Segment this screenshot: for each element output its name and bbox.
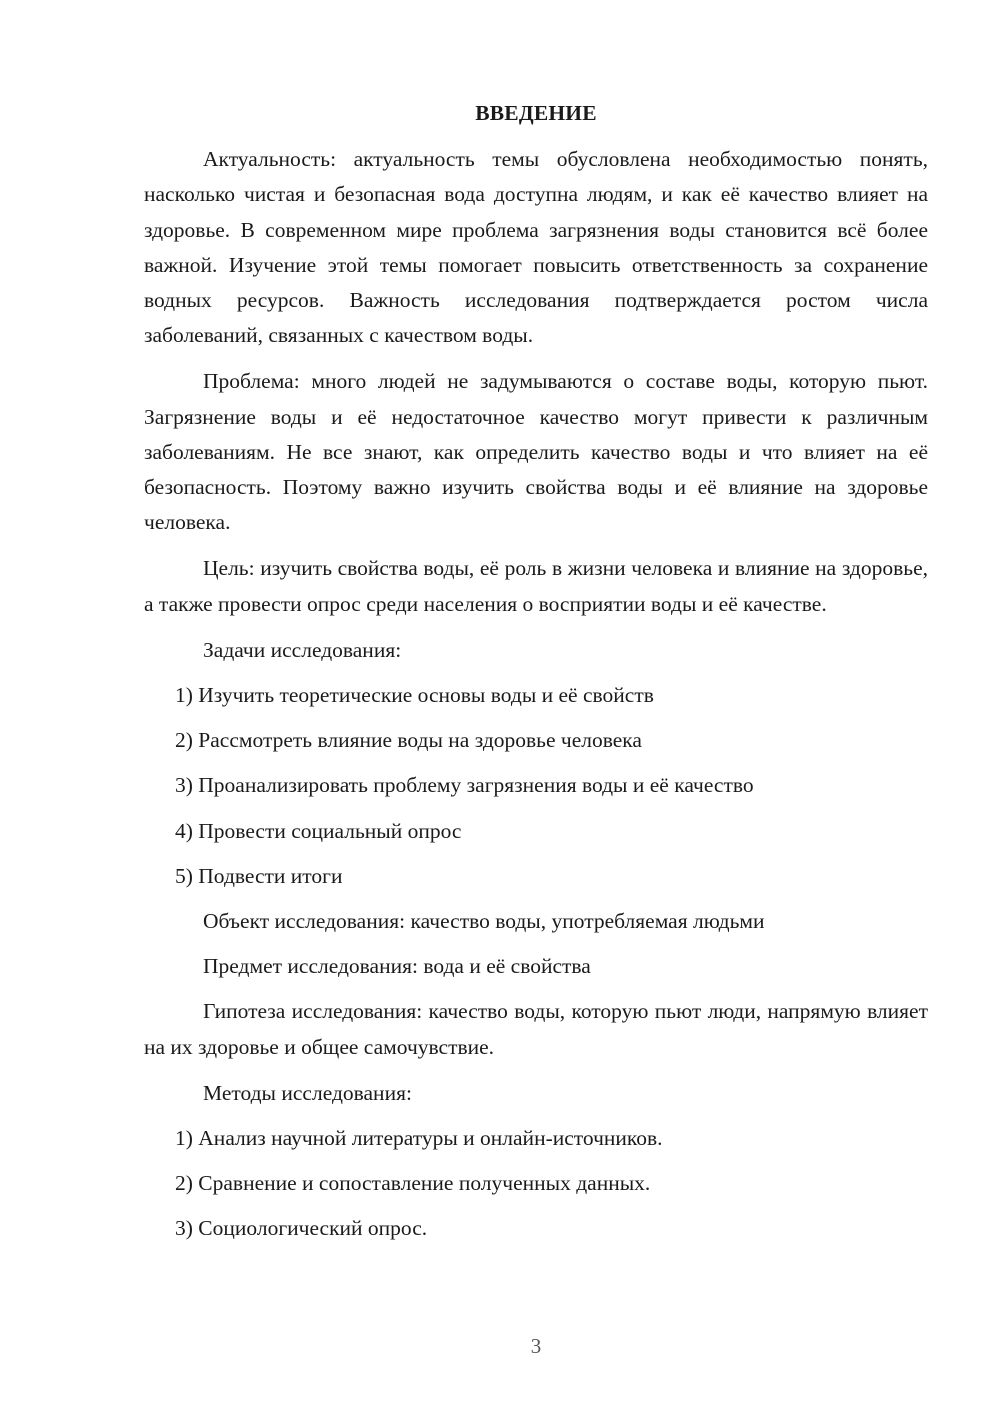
problem-paragraph: Проблема: много людей не задумываются о составе воды, которую пьют. Загрязнение воды и её недостаточное качество могут привести к различным заболеваниям. Не все знают, как определить качество воды и что влияет на её безопасность. Поэтому важно изучить свойства воды и её влияние на здоровье человека. — [144, 369, 928, 535]
subject-line: Предмет исследования: вода и её свойства — [203, 954, 591, 979]
tasks-list — [144, 678, 928, 894]
document-page — [144, 96, 928, 1257]
hypothesis-paragraph: Гипотеза исследования: качество воды, которую пьют люди, напрямую влияет на их здоровье и общее самочувствие. — [144, 999, 928, 1059]
relevance-paragraph: Актуальность: актуальность темы обусловлена необходимостью понять, насколько чистая и безопасная вода доступна людям, и как её качество влияет на здоровье. В современном мире проблема загрязнения воды становится всё более важной. Изучение этой темы помогает повысить ответственность за сохранение водных ресурсов. Важность исследования подтверждается ростом числа заболеваний, связанных с качеством воды. — [144, 147, 928, 348]
section-title: ВВЕДЕНИЕ — [475, 101, 597, 125]
task-item: 2) Рассмотреть влияние воды на здоровье человека — [175, 728, 642, 753]
method-item: 2) Сравнение и сопоставление полученных данных. — [175, 1171, 651, 1196]
page-number: 3 — [530, 1334, 542, 1358]
task-item: 5) Подвести итоги — [175, 863, 343, 888]
task-item: 3) Проанализировать проблему загрязнения воды и её качество — [175, 773, 754, 798]
tasks-heading: Задачи исследования: — [203, 637, 402, 662]
method-item: 3) Социологический опрос. — [175, 1216, 428, 1241]
task-item: 1) Изучить теоретические основы воды и её свойств — [175, 683, 654, 708]
method-item: 1) Анализ научной литературы и онлайн-источников. — [175, 1126, 663, 1151]
methods-heading: Методы исследования: — [203, 1080, 412, 1105]
object-line: Объект исследования: качество воды, употребляемая людьми — [203, 909, 765, 934]
methods-list — [144, 1121, 928, 1247]
goal-paragraph: Цель: изучить свойства воды, её роль в жизни человека и влияние на здоровье, а также провести опрос среди населения о восприятии воды и её качестве. — [144, 556, 928, 616]
task-item: 4) Провести социальный опрос — [175, 818, 462, 843]
